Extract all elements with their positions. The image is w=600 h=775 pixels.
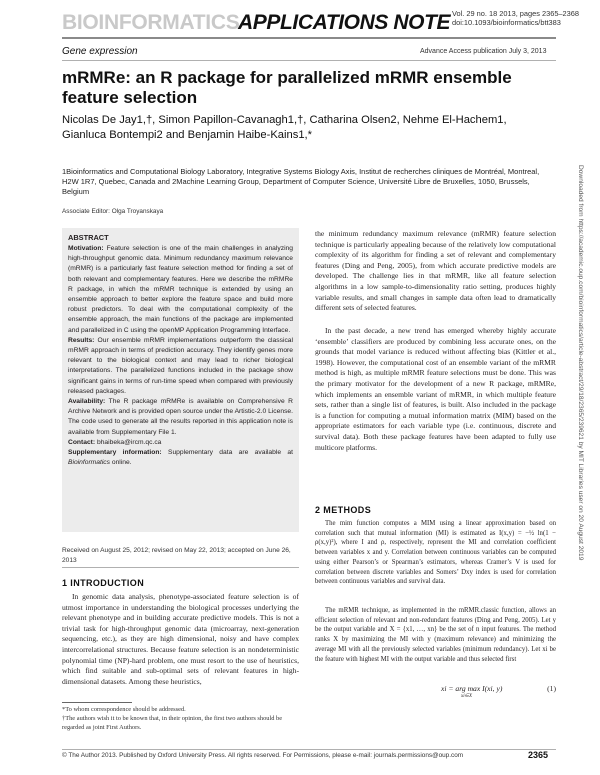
abstract-supplementary [68,448,293,468]
journal-name: BIOINFORMATICS [62,11,240,34]
author-list: Nicolas De Jay1,†, Simon Papillon-Cavanagh1,†, Catharina Olsen2, Nehme El-Hachem1, Gianluca Bontempi2 and Benjamin Haibe-Kains1,* [62,114,507,141]
motivation-label: Motivation: [68,245,104,252]
paper-title: mRMRe: an R package for parallelized mRMR ensemble feature selection [62,68,512,107]
results-label: Results: [68,336,95,344]
doi[interactable]: doi:10.1093/bioinformatics/btt383 [452,18,561,27]
intro-text: In genomic data analysis, phenotype-associated feature selection is of utmost importance in understanding the biological processes underlying the relevant phenotype and in building accurate predictive models. This is not a trivial task for high-throughput genomic data (microarray, next-generation sequencing, etc.), as they are high dimensional, noisy and have complex intercorrelational structures. Because feature selection is an nondeterministic polynomial time (NP)-hard problem, one must resort to the use of heuristics, which find suitable and sub-optimal sets of relevant features in high-dimensional datasets. Among these heuristics, [62,592,299,686]
right-col-para-2: In the past decade, a new trend has emerged whereby highly accurate ‘ensemble’ classifiers are produced by combining less accurate ones, on the grounds that model variance is reduced without affecting bias (Kittler et al., 1998). However, the computational cost of an ensemble variant of the mRMR method is high, as multiple mRMR feature selections must be done. This was the primary motivator for the development of a new R package, mRMRe, which implements an ensemble variant of mRMR, in which multiple feature sets, rather than a single list of features, is built. Also included in the package is a function for computing a mutual information matrix (MIM) based on the appropriate estimators for each variable type (i.e. continuous, discrete and survival data). Both these package features have been adapted to fully use multicore platforms. [315,326,556,452]
download-watermark-text: Downloaded from https://academic.oup.com/bioinformatics/article-abstract/29/18/2365/239621 by MIT Libraries user on 20 August 2019 [577,165,584,561]
contact-label: Contact: [68,438,96,446]
received-rule [62,567,299,568]
equation-1 [315,684,556,699]
motivation-text: Feature selection is one of the main challenges in analyzing high-throughput genomic data. Minimum redundancy maximum relevance (mRMR) is a particularly fast feature selection method for finding a set of both relevant and complementary features. Here we describe the mRMRe R package, in which the mRMR technique is extended by using an ensemble approach to better explore the feature space and build more robust predictors. To deal with the computational complexity of the ensemble approach, the main functions of the package are implemented and parallelized in C using the openMP Application Programming Interface. [68,245,293,334]
copyright-notice: © The Author 2013. Published by Oxford University Press. All rights reserved. For Permissions, please e-mail: journals.permissions@oup.com [62,752,464,759]
article-type: APPLICATIONS NOTE [238,11,451,34]
results-text: Our ensemble mRMR implementations outperform the classical mRMR approach in terms of prediction accuracy. They identify genes more relevant to the biological context and may lead to richer biological interpretations. The parallelized functions included in the package show significant gains in terms of run-time speed when compared with previously released packages. [68,336,293,395]
supp-suffix: online. [110,459,132,467]
received-dates: Received on August 25, 2012; revised on May 22, 2013; accepted on June 26, 2013 [62,547,291,564]
right-col-para-1: the minimum redundancy maximum relevance (mRMR) feature selection technique is particularly appealing because of the relatively low computational complexity of its algorithm for finding a set of relevant and complementary features (Ding and Peng, 2005), from which accurate predictive models are developed. The challenge lies in that mRMR, like all feature selection algorithms in a low sample-to-dimensionality ratio setting, produces highly variable results, and small changes in sample data often lead to dramatically different sets of selected features. [315,229,556,313]
header-rule [62,37,556,39]
abstract-box [62,228,299,532]
volume-line: Vol. 29 no. 18 2013, pages 2365–2368 [452,9,579,18]
equation-number: (1) [547,684,556,693]
download-watermark [577,165,594,645]
footnote-rule [62,702,132,703]
supp-journal: Bioinformatics [68,459,110,467]
abstract-contact [68,438,293,448]
associate-editor: Associate Editor: Olga Troyanskaya [62,208,164,215]
methods-para-1: The mim function computes a MIM using a linear approximation based on correlation such that mutual information (MI) is estimated as I(x,y) = −½ ln(1 − ρ(x,y)²), where I and ρ, respectively, represent the MI and correlation coefficient between variables x and y. Correlation between continuous variables can be computed using either Pearson’s or Spearman’s estimators, whereas Cramer’s V is used for correlation between discrete variables and Somers’ Dxy index is used for correlation between continuous variables and survival data. [315,520,556,586]
intro-heading: 1 INTRODUCTION [62,578,145,588]
volume-info [452,9,579,27]
advance-access: Advance Access publication July 3, 2013 [420,48,547,55]
abstract-motivation [68,244,293,336]
supp-label: Supplementary information: [68,449,162,457]
footer-rule [62,749,556,750]
footnote-corresponding: *To whom correspondence should be addressed. [62,706,186,713]
availability-label: Availability: [68,398,106,406]
methods-para-2: The mRMR technique, as implemented in the mRMR.classic function, allows an efficient selection of relevant and non-redundant features (Ding and Peng, 2005). Let y be the output variable and X = {x1, …, xn} be the set of n input features. The method ranks X by maximizing the MI with y (maximum relevance) and minimizing the average MI with all the previously selected variables (minimum redundancy). Let xi be the feature with highest MI with the output variable and thus selected first [315,607,556,663]
affiliations: 1Bioinformatics and Computational Biology Laboratory, Integrative Systems Biology Axis, Institut de recherches cliniques de Montréal, Montreal, H2W 1R7, Quebec, Canada and 2Machine Learning Group, Department of Computer Science, Université Libre de Bruxelles, 1050, Brussels, Belgium [62,167,540,196]
section-rule [62,60,556,61]
equation-formula: xi = arg max I(xi, y) [441,684,503,693]
footnotes [62,705,299,732]
abstract-heading: ABSTRACT [68,233,109,242]
supp-prefix: Supplementary data are available at [161,449,293,457]
availability-text: The R package mRMRe is available on Comprehensive R Archive Network and is provided open source under the Artistic-2.0 License. The code used to generate all the results reported in this application note is available from Supplementary File 1. [68,398,293,436]
footnote-equal-contribution: †The authors wish it to be known that, in their opinion, the first two authors should be regarded as joint First Authors. [62,715,283,731]
contact-email[interactable]: bhaibeka@ircm.qc.ca [95,438,162,446]
equation-subscript: xi∈X [461,694,473,699]
abstract-availability [68,397,293,438]
page-number: 2365 [528,750,549,760]
abstract-results [68,336,293,397]
section-tag: Gene expression [62,46,138,57]
methods-heading: 2 METHODS [315,505,372,515]
